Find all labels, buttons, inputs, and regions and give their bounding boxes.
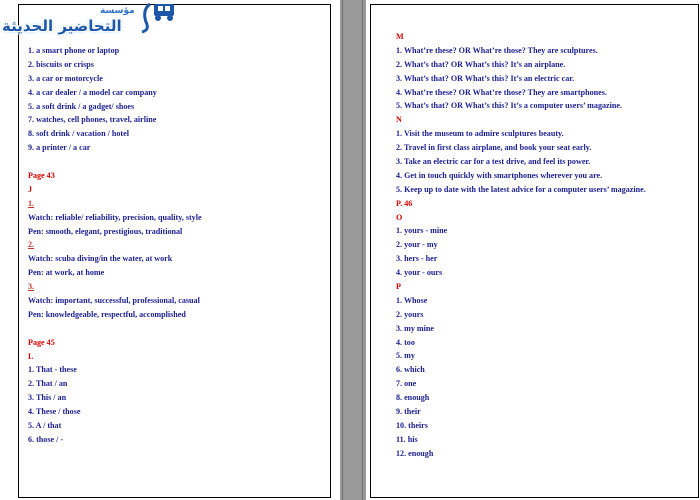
list-item: 3. What’s that? OR What’s this? It’s an electric car. <box>396 73 575 83</box>
list-item: 4. too <box>396 337 415 347</box>
list-item: Watch: important, successful, professional, casual <box>28 296 200 306</box>
section-heading: N <box>396 115 402 125</box>
list-item: 1. Visit the museum to admire sculptures beauty. <box>396 129 564 139</box>
page-number-heading: P. 46 <box>396 198 413 208</box>
list-item: 7. watches, cell phones, travel, airline <box>28 115 157 125</box>
gutter-line <box>362 0 363 500</box>
list-item: 5. my <box>396 351 415 361</box>
gutter-line <box>342 0 343 500</box>
right-page-content <box>396 30 646 461</box>
list-item: 3. hers - her <box>396 254 438 264</box>
list-item: 2. yours <box>396 309 424 319</box>
list-item: 5. Keep up to date with the latest advice for a computer users’ magazine. <box>396 184 646 194</box>
list-item: 1. Whose <box>396 295 428 305</box>
list-item: 8. enough <box>396 393 430 403</box>
list-item: 1. a smart phone or laptop <box>28 46 120 55</box>
list-item: 3. my mine <box>396 323 434 333</box>
page-number-heading: Page 45 <box>28 337 55 347</box>
list-item: 6. those / - <box>28 434 64 444</box>
list-item: 2. biscuits or crisps <box>28 59 94 69</box>
logo-title: التحاضير الحديثة <box>2 17 122 35</box>
section-heading: O <box>396 212 403 222</box>
page-number-heading: Page 43 <box>28 171 55 181</box>
list-item: 4. These / those <box>28 407 81 417</box>
item-number: 1. <box>28 198 35 208</box>
list-item: 4. Get in touch quickly with smartphones wherever you are. <box>396 170 603 180</box>
list-item: 6. which <box>396 365 425 375</box>
list-item: Pen: smooth, elegant, prestigious, traditional <box>28 226 183 236</box>
list-item: 11. his <box>396 434 418 444</box>
list-item: 1. What’re these? OR What’re those? They are sculptures. <box>396 45 598 55</box>
list-item: 3. This / an <box>28 393 67 403</box>
list-item: 4. What’re these? OR What’re those? They are smartphones. <box>396 87 607 97</box>
section-heading: J <box>28 184 33 194</box>
list-item: Watch: scuba diving/in the water, at work <box>28 254 173 264</box>
section-heading: M <box>396 32 404 41</box>
list-item: 2. What’s that? OR What’s this? It’s an airplane. <box>396 59 566 69</box>
list-item: 3. a car or motorcycle <box>28 73 103 83</box>
logo-subtitle: مؤسسة <box>100 6 135 16</box>
list-item: 9. a printer / a car <box>28 143 91 153</box>
list-item: 5. What’s that? OR What’s this? It’s a computer users’ magazine. <box>396 101 623 111</box>
list-item: 8. soft drink / vacation / hotel <box>28 129 129 139</box>
list-item: 1. yours - mine <box>396 226 448 236</box>
section-heading: L <box>28 351 34 361</box>
publisher-logo <box>0 0 180 44</box>
list-item: 5. A / that <box>28 421 62 431</box>
list-item: 3. Take an electric car for a test drive, and feel its power. <box>396 157 591 167</box>
list-item: Watch: reliable/ reliability, precision, quality, style <box>28 212 202 222</box>
list-item: 12. enough <box>396 448 434 458</box>
item-number: 2. <box>28 240 35 250</box>
list-item: 2. your - my <box>396 240 438 250</box>
list-item: Pen: at work, at home <box>28 268 105 278</box>
list-item: 2. Travel in first class airplane, and book your seat early. <box>396 143 592 153</box>
list-item: 4. your - ours <box>396 268 443 278</box>
list-item: 9. their <box>396 407 421 417</box>
section-heading: P <box>396 282 401 292</box>
page-gutter <box>340 0 366 500</box>
left-page-content <box>28 44 202 447</box>
list-item: 5. a soft drink / a gadget/ shoes <box>28 101 135 111</box>
item-number: 3. <box>28 282 35 292</box>
list-item: Pen: knowledgeable, respectful, accomplished <box>28 309 186 319</box>
list-item: 4. a car dealer / a model car company <box>28 87 157 97</box>
list-item: 2. That / an <box>28 379 68 389</box>
list-item: 7. one <box>396 379 417 389</box>
list-item: 10. theirs <box>396 420 428 430</box>
list-item: 1. That - these <box>28 365 77 375</box>
